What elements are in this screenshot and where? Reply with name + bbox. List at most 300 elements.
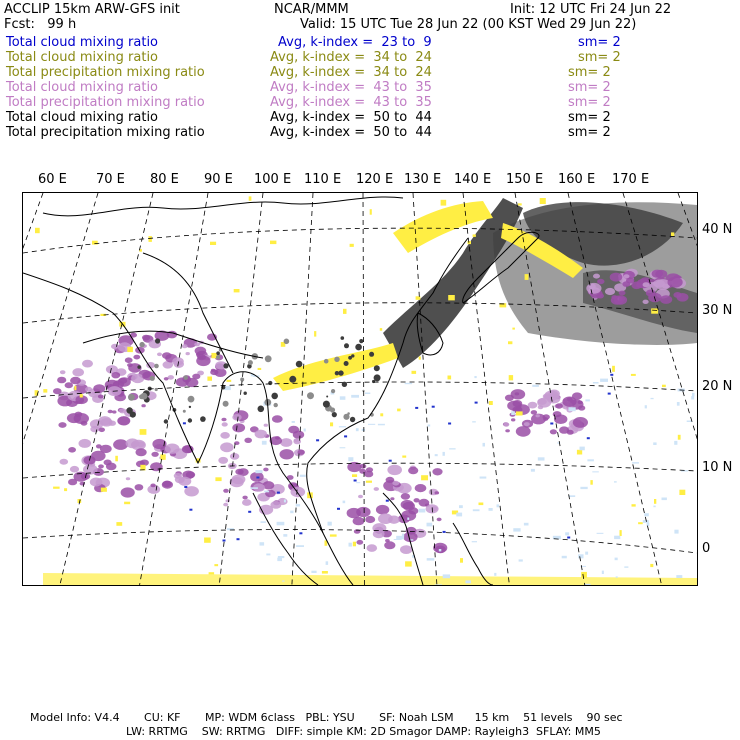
- precip-cell: [668, 277, 683, 288]
- forecast-hour: Fcst: 99 h: [4, 17, 77, 32]
- precip-cell: [559, 426, 569, 433]
- precip-cell: [98, 416, 111, 425]
- org-title: NCAR/MMM: [274, 2, 349, 17]
- cloud-speck: [508, 341, 512, 344]
- cloud-speck: [214, 564, 218, 566]
- cloud-speck: [204, 538, 211, 543]
- ice-speck: [497, 504, 500, 507]
- cloud-cell: [343, 414, 349, 420]
- ice-speck: [277, 558, 282, 562]
- cloud-cell: [164, 419, 168, 423]
- precip-cell: [392, 481, 399, 486]
- cloud-speck: [43, 389, 47, 393]
- longitude-label: 160 E: [558, 172, 596, 187]
- precip-cell: [511, 418, 515, 421]
- precip-cell: [90, 478, 103, 487]
- precip-cell: [164, 377, 169, 380]
- precip-cell: [162, 481, 173, 489]
- precip-cell: [133, 355, 140, 360]
- precip-cell: [135, 484, 144, 490]
- cloud-cell: [150, 376, 155, 381]
- cloud-speck: [380, 328, 382, 331]
- precip-cell: [232, 414, 241, 421]
- cloud-speck: [441, 200, 447, 206]
- precip-cell: [178, 477, 191, 486]
- ice-speck: [428, 425, 431, 427]
- precip-cell: [513, 400, 523, 407]
- ice-speck: [653, 506, 655, 508]
- precip-cell: [364, 471, 373, 478]
- ice-speck: [585, 399, 590, 401]
- cloud-cell: [200, 416, 206, 422]
- cloud-speck: [80, 394, 83, 397]
- precip-cell: [68, 447, 76, 453]
- ice-speck: [465, 580, 471, 583]
- cloud-speck: [35, 228, 40, 233]
- blue-speck: [386, 500, 389, 502]
- ice-speck: [407, 518, 409, 520]
- precip-cell: [511, 389, 526, 399]
- cloud-speck: [210, 242, 216, 245]
- ice-speck: [427, 523, 433, 527]
- legend-kindex-range: Avg, k-index = 50 to 44: [270, 125, 432, 140]
- cloud-cell: [330, 407, 335, 412]
- precip-cell: [365, 516, 375, 523]
- ice-speck: [435, 454, 438, 456]
- precip-cell: [100, 445, 112, 453]
- ice-speck: [614, 481, 617, 482]
- cloud-cell: [248, 360, 253, 365]
- precip-cell: [433, 543, 447, 553]
- precip-cell: [264, 424, 268, 427]
- cloud-speck: [116, 522, 122, 526]
- longitude-label: 110 E: [304, 172, 342, 187]
- precip-cell: [573, 417, 588, 428]
- cloud-cell: [323, 401, 330, 408]
- ice-speck: [538, 457, 545, 460]
- ice-speck: [356, 428, 359, 431]
- ice-speck: [278, 556, 284, 558]
- precip-cell: [652, 270, 663, 278]
- legend-field-label: Total cloud mixing ratio: [6, 50, 159, 65]
- precip-cell: [619, 297, 626, 302]
- cloud-speck: [679, 490, 685, 495]
- precip-cell: [226, 499, 230, 502]
- cloud-cell: [344, 343, 349, 348]
- precip-cell: [538, 405, 544, 409]
- longitude-label: 150 E: [506, 172, 544, 187]
- ice-speck: [394, 539, 402, 540]
- precip-cell: [98, 395, 104, 399]
- cloud-speck: [127, 347, 133, 352]
- blue-speck: [248, 511, 251, 513]
- precip-cell: [98, 464, 104, 468]
- cloud-cell: [130, 412, 136, 418]
- cloud-speck: [101, 488, 107, 492]
- ice-speck: [614, 536, 620, 539]
- ice-speck: [340, 447, 346, 448]
- latitude-label: 30 N: [702, 303, 733, 318]
- longitude-label: 130 E: [404, 172, 442, 187]
- precip-cell: [151, 452, 158, 457]
- cloud-cell: [268, 381, 272, 385]
- blue-speck: [189, 509, 192, 511]
- legend-smoothing: sm= 2: [568, 95, 611, 110]
- cloud-cell: [258, 406, 265, 413]
- cloud-speck: [473, 234, 476, 237]
- precip-cell: [562, 397, 576, 407]
- precip-cell: [643, 300, 649, 304]
- blue-speck: [256, 477, 259, 479]
- blue-speck: [475, 402, 478, 404]
- blue-speck: [415, 407, 418, 409]
- precip-cell: [624, 274, 630, 278]
- cloud-cell: [183, 410, 186, 413]
- cloud-cell: [189, 406, 191, 408]
- precip-cell: [593, 274, 600, 279]
- cloud-speck: [577, 450, 582, 455]
- ice-speck: [692, 393, 695, 397]
- blue-speck: [608, 393, 611, 395]
- cloud-speck: [489, 401, 493, 405]
- cloud-speck: [632, 504, 636, 506]
- cloud-cell: [216, 355, 220, 359]
- ice-speck: [340, 396, 346, 400]
- precip-cell: [93, 384, 105, 393]
- ice-speck: [674, 530, 678, 534]
- longitude-label: 80 E: [150, 172, 179, 187]
- valid-time: Valid: 15 UTC Tue 28 Jun 22 (00 KST Wed 29 Jun 22): [300, 17, 637, 32]
- legend-kindex-range: Avg, k-index = 43 to 35: [270, 95, 432, 110]
- precip-cell: [537, 398, 546, 405]
- ice-speck: [585, 552, 588, 555]
- precip-cell: [643, 282, 650, 287]
- ice-speck: [224, 386, 230, 390]
- precip-cell: [126, 477, 130, 480]
- ice-speck: [304, 429, 306, 432]
- cloud-speck: [270, 241, 276, 245]
- cloud-cell: [155, 388, 158, 391]
- cloud-cell: [284, 339, 290, 345]
- precip-cell: [162, 352, 172, 359]
- ice-speck: [472, 421, 476, 422]
- ice-speck: [260, 542, 265, 545]
- coastline: [43, 197, 403, 216]
- precip-cell: [387, 465, 402, 475]
- precip-cell: [415, 484, 427, 492]
- legend-field-label: Total cloud mixing ratio: [6, 80, 159, 95]
- precip-cell: [150, 484, 155, 488]
- ice-speck: [602, 571, 604, 574]
- cloud-speck: [678, 435, 681, 440]
- longitude-label: 140 E: [454, 172, 492, 187]
- ice-speck: [443, 574, 450, 578]
- precip-cell: [232, 475, 246, 485]
- coastline: [453, 523, 493, 585]
- ice-speck: [296, 504, 300, 506]
- cloud-cell: [289, 376, 296, 383]
- longitude-label: 90 E: [204, 172, 233, 187]
- cloud-speck: [330, 534, 337, 536]
- cloud-speck: [322, 571, 328, 574]
- precip-cell: [419, 499, 430, 507]
- model-title: ACCLIP 15km ARW-GFS init: [4, 2, 180, 17]
- cloud-cell: [271, 393, 278, 400]
- precip-cell: [222, 422, 228, 426]
- precip-cell: [165, 444, 180, 454]
- ice-speck: [587, 459, 594, 461]
- precip-cell: [272, 415, 283, 423]
- precip-cell: [390, 497, 394, 500]
- precip-cell: [360, 464, 367, 469]
- cloud-speck: [638, 522, 643, 524]
- forecast-map: [22, 192, 698, 586]
- precip-cell: [376, 505, 389, 515]
- precip-cell: [111, 372, 120, 378]
- cloud-cell: [341, 336, 345, 340]
- precip-cell: [543, 417, 548, 421]
- precip-cell: [531, 410, 537, 415]
- cloud-cell: [274, 403, 278, 407]
- precip-cell: [610, 273, 623, 282]
- precip-cell: [578, 401, 583, 405]
- precip-cell: [119, 408, 126, 413]
- precip-cell: [547, 394, 561, 404]
- precip-cell: [597, 293, 604, 298]
- precip-cell: [70, 466, 79, 473]
- ice-speck: [396, 536, 404, 540]
- ice-speck: [262, 441, 267, 445]
- precip-cell: [400, 545, 412, 554]
- precip-cell: [230, 453, 239, 460]
- ice-speck: [651, 398, 654, 399]
- cloud-speck: [343, 309, 347, 314]
- blue-speck: [550, 423, 553, 425]
- blue-speck: [344, 435, 347, 437]
- cloud-cell: [128, 394, 135, 401]
- precip-cell: [435, 491, 440, 494]
- cloud-speck: [412, 371, 417, 374]
- ice-speck: [282, 581, 285, 582]
- precip-cell: [195, 347, 207, 355]
- precip-cell: [118, 377, 131, 386]
- precip-cell: [221, 418, 226, 422]
- cloud-speck: [419, 357, 421, 360]
- precip-cell: [437, 518, 442, 522]
- precip-cell: [157, 353, 162, 357]
- ice-speck: [439, 549, 442, 551]
- precip-cell: [244, 438, 252, 443]
- precip-cell: [136, 448, 147, 456]
- precip-cell: [131, 442, 139, 448]
- ice-speck: [677, 402, 680, 406]
- ice-speck: [419, 509, 426, 513]
- cloud-speck: [590, 480, 592, 485]
- blue-speck: [443, 531, 446, 533]
- ice-speck: [266, 554, 270, 556]
- cloud-cell: [216, 351, 220, 355]
- ice-speck: [691, 396, 694, 399]
- blue-speck: [432, 406, 435, 408]
- precip-cell: [210, 369, 218, 375]
- model-info-line2: LW: RRTMG SW: RRTMG DIFF: simple KM: 2D Smagor DAMP: Rayleigh3 SFLAY: MM5: [126, 725, 601, 738]
- precip-cell: [58, 422, 66, 428]
- precip-cell: [291, 487, 306, 497]
- ice-speck: [284, 500, 286, 503]
- blue-speck: [448, 423, 451, 425]
- ice-speck: [580, 487, 587, 489]
- ice-speck: [593, 382, 599, 384]
- ice-speck: [250, 487, 258, 489]
- cloud-speck: [53, 487, 60, 489]
- cloud-speck: [631, 374, 636, 376]
- ice-speck: [569, 407, 576, 411]
- cloud-speck: [249, 196, 252, 200]
- blue-speck: [587, 437, 590, 439]
- ice-speck: [474, 376, 476, 378]
- precip-cell: [223, 503, 228, 507]
- cloud-speck: [215, 477, 221, 481]
- cloud-cell: [350, 417, 355, 422]
- map-canvas: [23, 193, 697, 585]
- cloud-speck: [512, 328, 515, 330]
- precip-cell: [270, 501, 281, 509]
- cloud-cell: [223, 363, 228, 368]
- precip-cell: [550, 429, 557, 434]
- longitude-label: 60 E: [38, 172, 67, 187]
- blue-speck: [389, 460, 392, 462]
- ice-speck: [296, 545, 304, 547]
- blue-speck: [183, 422, 186, 424]
- ice-speck: [339, 426, 346, 427]
- ice-speck: [349, 543, 352, 547]
- cloud-cell: [296, 361, 303, 368]
- ice-speck: [456, 513, 462, 517]
- longitude-line: [413, 193, 437, 585]
- legend-smoothing: sm= 2: [568, 125, 611, 140]
- cloud-cell: [188, 396, 195, 403]
- cloud-speck: [651, 308, 658, 313]
- precip-cell: [280, 449, 294, 459]
- ice-speck: [513, 528, 520, 531]
- cloud-speck: [662, 385, 666, 387]
- precip-cell: [232, 423, 245, 432]
- ice-speck: [348, 457, 353, 461]
- precip-cell: [82, 360, 93, 368]
- blue-speck: [567, 537, 570, 539]
- ice-speck: [264, 491, 269, 493]
- precip-cell: [99, 428, 105, 433]
- precip-cell: [408, 467, 418, 474]
- precip-cell: [597, 279, 604, 284]
- blue-speck: [299, 532, 302, 534]
- precip-cell: [111, 344, 119, 349]
- cloud-cell: [369, 352, 374, 357]
- precip-cell: [555, 403, 563, 408]
- ice-speck: [645, 405, 647, 408]
- precip-cell: [536, 414, 540, 417]
- ice-speck: [449, 448, 455, 449]
- cloud-speck: [516, 411, 523, 415]
- blue-speck: [223, 540, 226, 542]
- cloud-cell: [183, 375, 188, 380]
- precip-cell: [505, 429, 510, 432]
- cloud-speck: [140, 429, 147, 435]
- blue-speck: [277, 492, 280, 494]
- cloud-cell: [326, 396, 328, 398]
- ice-speck: [616, 576, 618, 577]
- precip-cell: [141, 404, 145, 407]
- legend-smoothing: sm= 2: [568, 80, 611, 95]
- precip-cell: [275, 436, 280, 440]
- ice-speck: [494, 573, 496, 576]
- legend-kindex-range: Avg, k-index = 34 to 24: [270, 65, 432, 80]
- precip-cell: [223, 489, 229, 493]
- precip-cell: [60, 370, 66, 374]
- precip-cell: [142, 335, 150, 341]
- ice-speck: [300, 475, 306, 477]
- ice-speck: [473, 509, 480, 511]
- ice-speck: [519, 559, 523, 561]
- ice-speck: [459, 505, 463, 508]
- legend-smoothing: sm= 2: [568, 65, 611, 80]
- precip-cell: [242, 499, 252, 506]
- ice-speck: [290, 511, 293, 514]
- cloud-cell: [223, 401, 229, 407]
- precip-cell: [578, 405, 585, 410]
- legend-smoothing: sm= 2: [578, 35, 621, 50]
- init-time: Init: 12 UTC Fri 24 Jun 22: [510, 2, 672, 17]
- blue-speck: [610, 374, 613, 376]
- ice-speck: [472, 541, 477, 542]
- ice-speck: [443, 452, 445, 456]
- ice-speck: [632, 462, 639, 464]
- ice-speck: [511, 411, 515, 415]
- precip-cell: [85, 387, 92, 392]
- ice-speck: [662, 498, 667, 501]
- latitude-label: 10 N: [702, 460, 733, 475]
- blue-speck: [316, 439, 319, 441]
- cloud-speck: [612, 366, 615, 372]
- longitude-label: 70 E: [96, 172, 125, 187]
- cloud-cell: [324, 359, 329, 364]
- ice-speck: [592, 471, 599, 472]
- legend-kindex-range: Avg, k-index = 23 to 9: [278, 35, 432, 50]
- ice-speck: [277, 522, 285, 526]
- ice-speck: [569, 495, 575, 497]
- precip-cell: [384, 541, 395, 549]
- legend-kindex-range: Avg, k-index = 34 to 24: [270, 50, 432, 65]
- cloud-cell: [344, 361, 349, 366]
- ice-speck: [580, 447, 585, 451]
- ice-speck: [562, 556, 567, 559]
- precip-cell: [263, 468, 268, 472]
- ice-speck: [615, 558, 618, 561]
- ice-speck: [427, 558, 435, 561]
- cloud-speck: [370, 209, 372, 215]
- ice-speck: [531, 469, 535, 472]
- cloud-speck: [479, 503, 484, 506]
- legend-kindex-range: Avg, k-index = 50 to 44: [270, 110, 432, 125]
- precip-cell: [372, 523, 386, 533]
- cloud-cell: [372, 380, 375, 383]
- cloud-speck: [671, 232, 674, 236]
- cloud-speck: [581, 572, 587, 578]
- cloud-speck: [509, 375, 513, 380]
- ice-speck: [624, 566, 628, 567]
- cloud-speck: [149, 236, 152, 242]
- cloud-speck: [405, 561, 412, 566]
